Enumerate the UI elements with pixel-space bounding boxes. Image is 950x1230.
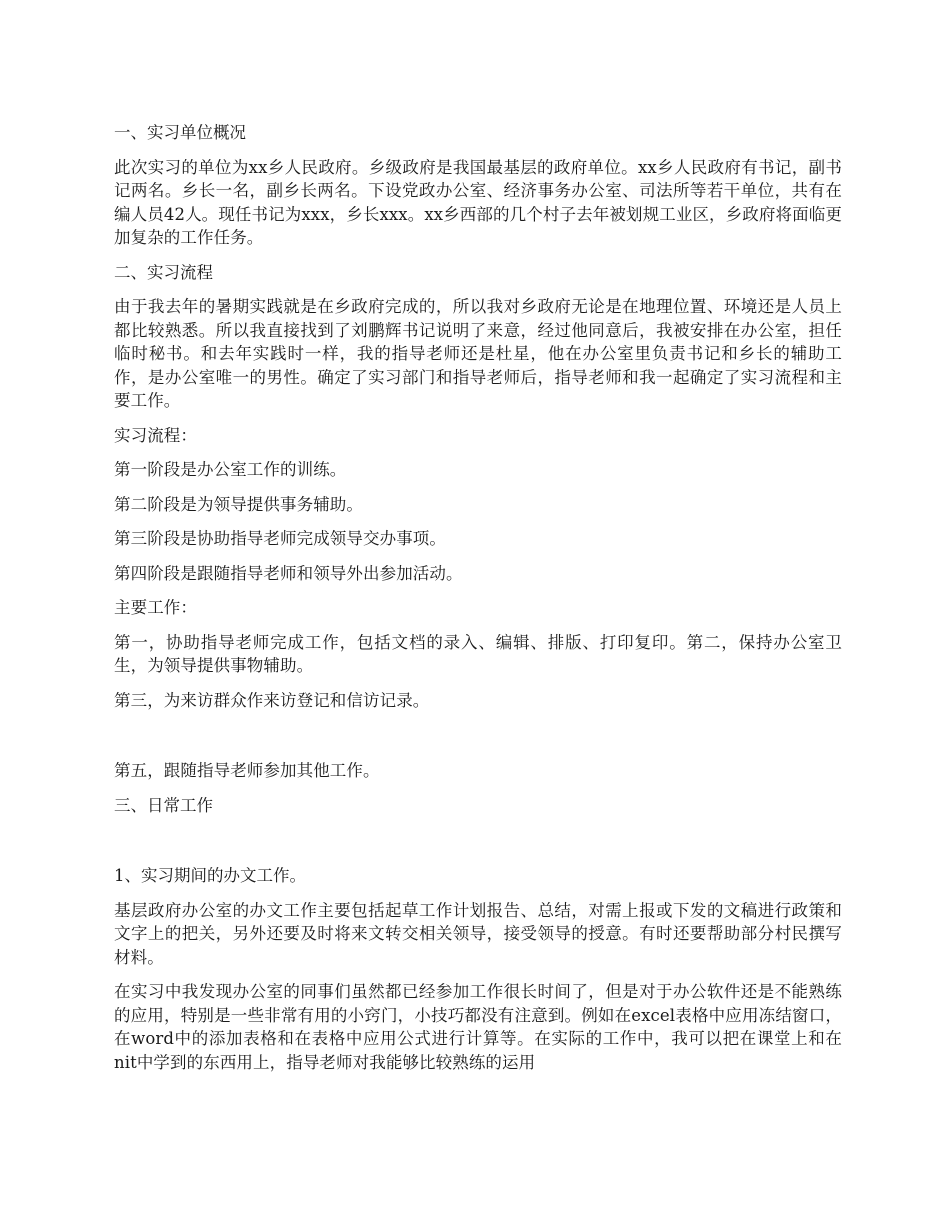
subsection-1-paragraph-1: 基层政府办公室的办文工作主要包括起草工作计划报告、总结，对需上报或下发的文稿进行政策和文字上的把关，另外还要及时将来文转交相关领导，接受领导的授意。有时还要帮助部分村民撰写材料。 (114, 900, 842, 967)
work-paragraph-5: 第五，跟随指导老师参加其他工作。 (114, 761, 380, 780)
work-paragraph-3: 第三，为来访群众作来访登记和信访记录。 (114, 690, 430, 710)
spacer (114, 723, 842, 759)
section-2-paragraph: 由于我去年的暑期实践就是在乡政府完成的，所以我对乡政府无论是在地理位置、环境还是人员上都比较熟悉。所以我直接找到了刘鹏辉书记说明了来意，经过他同意后，我被安排在办公室，担任临时秘书。和去年实践时一样，我的指导老师还是杜星，他在办公室里负责书记和乡长的辅助工作，是办公室唯一的男性。确定了实习部门和指导老师后，指导老师和我一起确定了实习流程和主要工作。 (114, 297, 842, 410)
spacer (114, 828, 842, 864)
subsection-1-paragraph-2: 在实习中我发现办公室的同事们虽然都已经参加工作很长时间了，但是对于办公软件还是不能熟练的应用，特别是一些非常有用的小窍门，小技巧都没有注意到。例如在excel表格中应用冻结窗口，在word中的添加表格和在表格中应用公式进行计算等。在实际的工作中，我可以把在课堂上和在nit中学到的东西用上，指导老师对我能够比较熟练的运用 (114, 982, 842, 1072)
stage-2: 第二阶段是为领导提供事务辅助。 (114, 494, 363, 514)
stage-4: 第四阶段是跟随指导老师和领导外出参加活动。 (114, 563, 463, 583)
section-3-title: 三、日常工作 (114, 795, 213, 815)
stage-1: 第一阶段是办公室工作的训练。 (114, 460, 347, 479)
work-paragraph-1: 第一，协助指导老师完成工作，包括文档的录入、编辑、排版、打印复印。第二，保持办公室卫生，为领导提供事物辅助。 (114, 632, 842, 675)
section-2-title: 二、实习流程 (114, 262, 213, 282)
section-1-paragraph: 此次实习的单位为xx乡人民政府。乡级政府是我国最基层的政府单位。xx乡人民政府有书记，副书记两名。乡长一名，副乡长两名。下设党政办公室、经济事务办公室、司法所等若干单位，共有在编人员42人。现任书记为xxx，乡长xxx。xx乡西部的几个村子去年被划规工业区，乡政府将面临更加复杂的工作任务。 (114, 157, 842, 247)
work-label: 主要工作： (114, 598, 197, 617)
section-1-title: 一、实习单位概况 (114, 123, 246, 142)
document-page (114, 121, 842, 1085)
flow-label: 实习流程： (114, 425, 197, 445)
subsection-1-title: 1、实习期间的办文工作。 (114, 866, 306, 885)
stage-3: 第三阶段是协助指导老师完成领导交办事项。 (114, 529, 446, 548)
